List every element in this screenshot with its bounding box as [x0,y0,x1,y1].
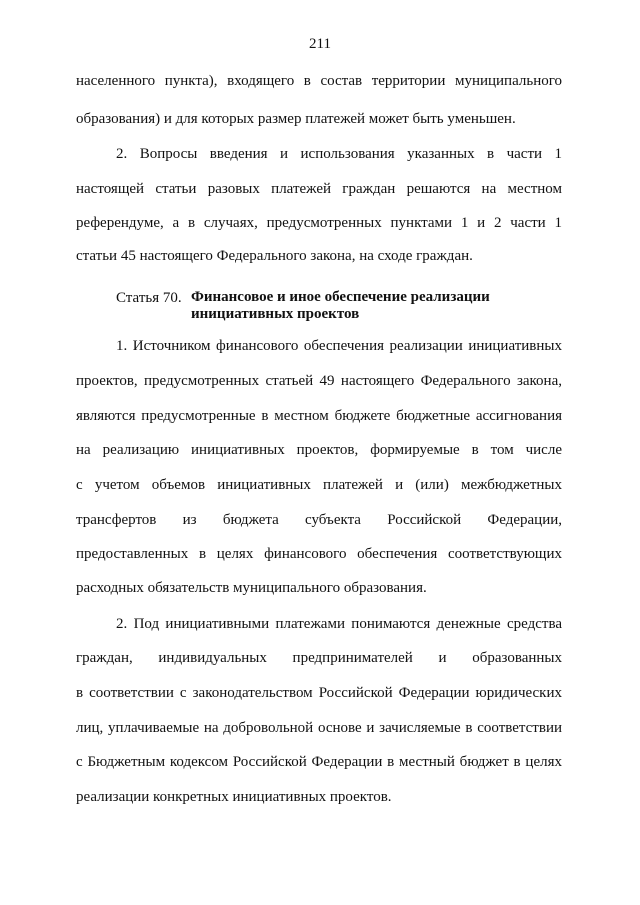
page-number: 211 [309,36,331,52]
paragraph-line: с Бюджетным кодексом Российской Федерации в местный бюджет в целях [76,754,562,770]
paragraph-line: 2. Под инициативными платежами понимаются денежные средства [116,616,562,632]
paragraph-line: настоящей статьи разовых платежей граждан решаются на местном [76,181,562,197]
paragraph-line: предоставленных в целях финансового обеспечения соответствующих [76,546,562,562]
paragraph-line: статьи 45 настоящего Федерального закона, на сходе граждан. [76,248,473,264]
paragraph-line: населенного пункта), входящего в состав территории муниципального [76,73,562,89]
paragraph-line: являются предусмотренные в местном бюджете бюджетные ассигнования [76,408,562,424]
paragraph-line: граждан, индивидуальных предпринимателей и образованных [76,650,562,666]
paragraph-line: с учетом объемов инициативных платежей и (или) межбюджетных [76,477,562,493]
paragraph-line: на реализацию инициативных проектов, формируемые в том числе [76,442,562,458]
paragraph-line: расходных обязательств муниципального образования. [76,580,427,596]
paragraph-line: в соответствии с законодательством Российской Федерации юридических [76,685,562,701]
paragraph-line: проектов, предусмотренных статьей 49 настоящего Федерального закона, [76,373,562,389]
article-label: Статья 70. [116,290,182,306]
paragraph-line: образования) и для которых размер платежей может быть уменьшен. [76,111,516,127]
paragraph-line: 1. Источником финансового обеспечения реализации инициативных [116,338,562,354]
paragraph-line: 2. Вопросы введения и использования указанных в части 1 [116,146,562,162]
paragraph-line: лиц, уплачиваемые на добровольной основе и зачисляемые в соответствии [76,720,562,736]
paragraph-line: референдуме, а в случаях, предусмотренных пунктами 1 и 2 части 1 [76,215,562,231]
paragraph-line: трансфертов из бюджета субъекта Российской Федерации, [76,512,562,528]
paragraph-line: реализации конкретных инициативных проектов. [76,789,392,805]
article-title: Финансовое и иное обеспечение реализации инициативных проектов [191,289,490,322]
